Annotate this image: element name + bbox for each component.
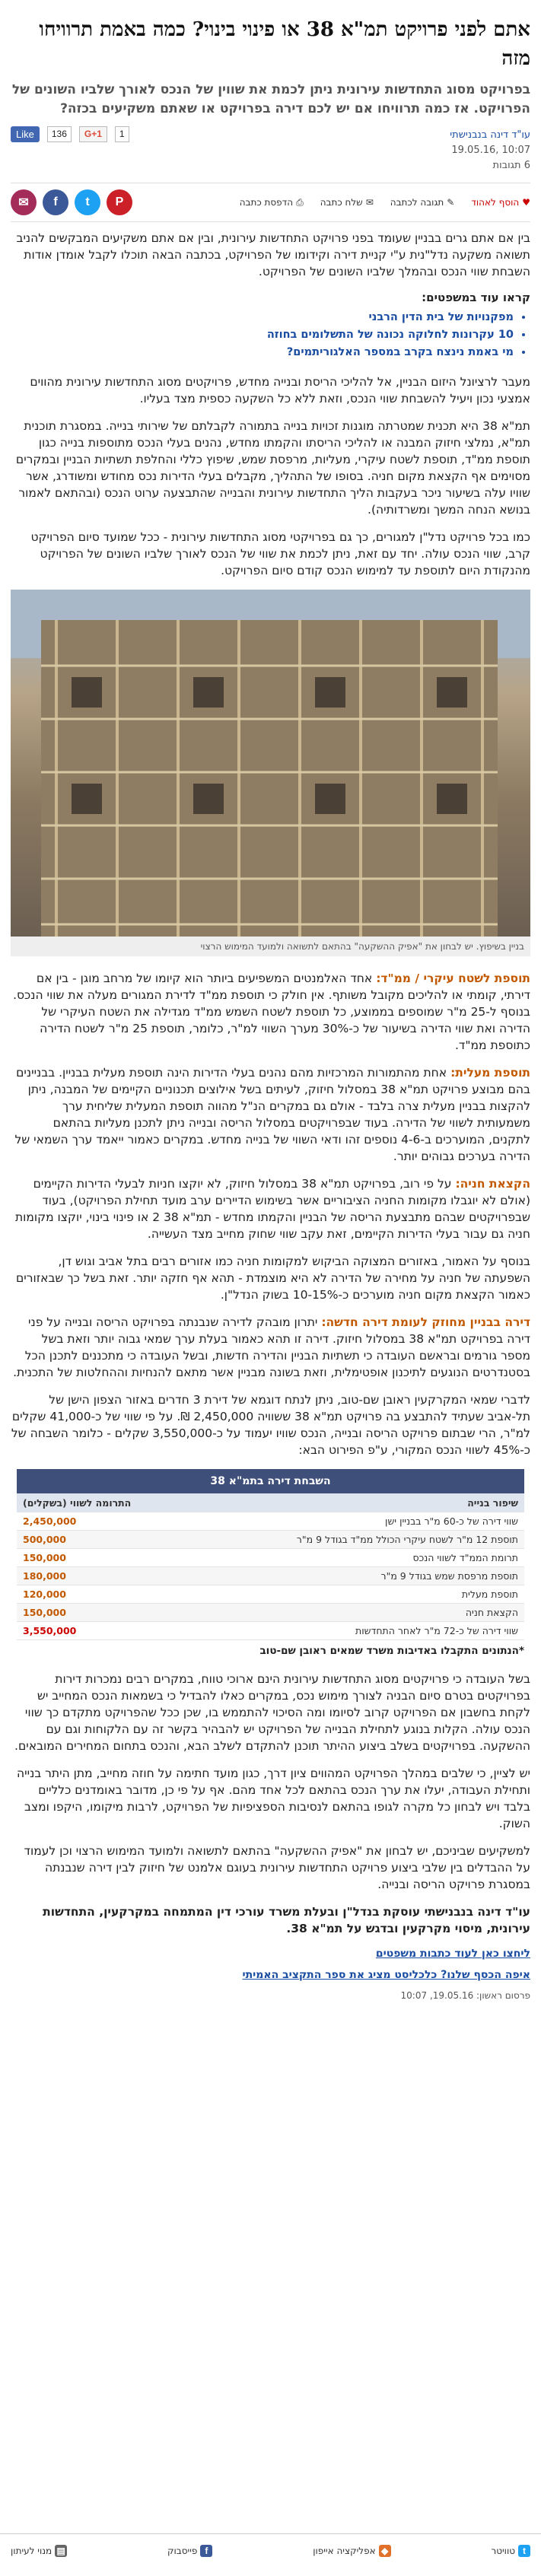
paragraph-urban-renewal: מעבר לרציונל היזום הבניין, אל להליכי הריסת ובנייה מחדש, פרויקטים מסוג התחדשות עירונית מהווים אמצעי נכון ויעיל להשבחת שווי הנכס, וזאת ללא כל השקעה כספית מצד בעליו. xyxy=(30,375,530,405)
footer-label: אפליקציה אייפון xyxy=(313,2546,376,2556)
pinterest-icon[interactable]: P xyxy=(107,189,132,215)
table-cell-item: שווי דירה של כ-60 מ"ר בבניין ישן xyxy=(189,1512,524,1531)
table-cell-value: 150,000 xyxy=(17,1549,189,1567)
building-photo xyxy=(11,590,530,937)
table-cell-item: תוספת מרפסת שמש בגודל 9 מ"ר xyxy=(189,1567,524,1585)
article-toolbar xyxy=(11,183,530,222)
footer-bar xyxy=(0,2533,541,2557)
footer-twitter[interactable] xyxy=(491,2545,530,2557)
paragraph-text: יתרון מובהק לדירה שנבנתה בפרויקט הריסה ובנייה על פני דירה בפרויקט תמ"א 38 במסלול חיזוק. דירה זו תהא כאמור בעלת ערך שמאי גבוה יותר וזאת בשל מספר גורמים ובראשם העובדה כי תשתיות הבניין והדירה חדשות, ובשל העובדה כי מתכננים לתכנן הכל בסטנדרטים הנוגעים לתיכנון אופטימלית, וזאת בשונה מבניין אשר מתאם להנחיות וההחלטות של התכנית. xyxy=(13,1315,530,1379)
author-note: עו"ד דינה בנבנישתי עוסקת בנדל"ן ובעלת משרד עורכי דין המתמחה במקרקעין, התחדשות עירונית, מיסוי מקרקעין ובדגש על תמ"א 38. xyxy=(43,1905,530,1935)
article-tools xyxy=(240,197,530,208)
heart-icon: ♥ xyxy=(522,197,530,208)
table-row xyxy=(17,1549,524,1567)
table-cell-value: 3,550,000 xyxy=(17,1622,189,1640)
author-name[interactable]: עו"ד דינה בנבנישתי xyxy=(450,129,530,141)
table-cell-value: 500,000 xyxy=(17,1531,189,1549)
gplus-count: 1 xyxy=(115,126,129,142)
mail-icon[interactable]: ✉ xyxy=(11,189,37,215)
table-cell-item: הקצאת חניה xyxy=(189,1604,524,1622)
table-cell-item: תרומת הממ"ד לשווי הנכס xyxy=(189,1549,524,1567)
article-meta xyxy=(450,128,530,173)
table-row xyxy=(17,1567,524,1585)
subheading: דירה בבניין מחוזק לעומת דירה חדשה: xyxy=(321,1315,530,1329)
read-more-link[interactable]: מפקנויות של בית הדין הרבני xyxy=(368,311,514,323)
respond-label: תגובה לכתבה xyxy=(390,197,444,208)
send-article-button[interactable] xyxy=(320,197,374,208)
appreciation-table xyxy=(17,1469,524,1640)
print-label: הדפסת כתבה xyxy=(239,197,294,208)
paragraph-value-stages: כמו בכל פרויקט נדל"ן למגורים, כך גם בפרויקטי מסוג התחדשות עירונית - ככל שמועד סיום הפרויקט קרב, שווי הנכס עולה. יחד עם זאת, ניתן לכמת את שווי של הנכס לאורך שלביו השונים של הפרויקט מהנקודת היום לתוספת עד למימוש הנכס קודם סיום הפרויקט. xyxy=(30,530,530,577)
table-row xyxy=(17,1585,524,1604)
table-cell-value: 180,000 xyxy=(17,1567,189,1585)
read-more-list xyxy=(11,309,530,361)
table-cell-item: תוספת 12 מ"ר לשטח עיקרי הכולל ממ"ד בגודל 9 מ"ר xyxy=(189,1531,524,1549)
paragraph-main-area xyxy=(11,970,530,1054)
send-label: שלח כתבה xyxy=(320,197,363,208)
social-bar xyxy=(11,126,530,173)
subheading: תוספת לשטח עיקרי / ממ"ד: xyxy=(376,972,530,985)
footer-subscribe[interactable] xyxy=(11,2545,67,2557)
table-row xyxy=(17,1512,524,1531)
paragraph-investors: למשקיעים שביניכם, יש לבחון את "אפיק ההשקעה" בהתאם לתשואה ולמועד המימוש הרצוי וכן לעמוד על ההבדלים בין שלבי ביצוע פרויקט התחדשות עירונית בעוגם אלמנט של חיזוק לבין דירה שנבנתה במסגרת פרויקט הריסה ובנייה. xyxy=(24,1844,530,1891)
responses-count[interactable]: 6 תגובות xyxy=(492,160,530,171)
paragraph-example: לדברי שמאי המקרקעין ראובן שם-טוב, ניתן לנתח דוגמא של דירת 3 חדרים באזור הצפון הישן של תל-אביב שעתיד להתבצע בה פרויקט תמ"א 38 ששוויה 2,450,000 ₪. על פי שווי של כ-41,000 שקלים למ"ר, הרי שבתום פרויקט הריסה ובנייה, הנכס שוויו יעמוד על כ-3,550,000 שקלים - כלומר השבחה של כ-45% לשווי הנכס המקורי, ע"פ הפירוט הבא: xyxy=(11,1393,530,1457)
read-more-link[interactable]: 10 עקרונות לחלוקה נכונה של התשלומים בחוזה xyxy=(266,329,514,341)
table-row xyxy=(17,1604,524,1622)
print-button[interactable] xyxy=(240,197,304,208)
paragraph-new-vs-reinforced xyxy=(11,1314,530,1381)
paragraph-long-term: בשל העובדה כי פרויקטים מסוג התחדשות עירונית הינם ארוכי טווח, במקרים רבים נמכרות דירות בפרויקטים בטרם סיום הבניה לצורך מימוש נכס, במקרים כאלו להבדיל כי בשמאות הנכס המחייב יש לקחת בחשבון אם הפרויקט קרוב לסיומו ומה הסיכוי להתממש בו, שכן ככל שהפרויקט מתקדם כך שווי הנכס עולה. הקלות בנוגע לתחילת הבנייה של הפרויקט יש להבהיר בקשר זה עם הלקוחות וגם עם ההשקעה. בפרויקטים בשלב ביצוע ההיתר תוכנן להתקדם לשלב הבא, והנכס בתחום המחירים המובאים. xyxy=(14,1672,530,1753)
table-title: השבחת דירה בתמ"א 38 xyxy=(17,1469,524,1493)
read-more-item[interactable] xyxy=(11,326,514,344)
article-title: אתם לפני פרויקט תמ"א 38 או פינוי בינוי? כמה באמת תרוויחו מזה xyxy=(39,18,530,70)
read-more-item[interactable] xyxy=(11,344,514,361)
table-cell-value: 120,000 xyxy=(17,1585,189,1604)
paragraph-text: על פי רוב, בפרויקט תמ"א 38 במסלול חיזוק, לא יוקצו חניות לבעלי הדירות הקיימים (אולם לא יוגבלו מקומות החניה הציבוריים אשר בשימוש הדיירים ערב מועד תחילת הפרויקט), בעוד שבפרויקטים שבהם מתבצעת הריסה של הבניין והקמתו מחדש - תמ"א 38 2 או פינוי בינוי, יוקצו מקומות חניה גם עבור בעלי הדירות הקיימים, זאת עקב שווי שחוק מחייב מצד העשייה. xyxy=(14,1177,530,1241)
footer-iphone-app[interactable] xyxy=(313,2545,390,2557)
article-lead: בפרויקט מסוג התחדשות עירונית ניתן לכמת את שווין של הנכס לאורך שלביו השונים של הפרויקט. אז כמה תרוויחו אם יש לכם דירה בפרויקט או שאתם משקיעים בכזה? xyxy=(11,82,530,116)
paragraph-text: אחת מהתמורות המרכזיות מהם נהנים בעלי הדירות הינה תוספת מעלית בבניין. בבניינים בהם מבוצע פרויקט תמ"א 38 במסלול חיזוק, לעיתים בשל אילוצים תכנוניים הקיימים של המבנה, ניתן להקצות בבניין מעלית צרה בלבד - אולם גם במקרים הנ"ל מהווה תוספת המעלית שליחית ערך משמעותית לשווי של הדירה. בעוד שבפרויקטים במסלול הריסה ובנייה ניתן לתכנן מעליות בהתאם לתקנים, המוערכים ב-4-6 נוספים זהו ודאי השווי של בנייה מחדש. במקרים כאמור ייאמד ערך השמאי של הדירה בערכים גבוהים יותר. xyxy=(14,1066,530,1163)
share-buttons xyxy=(11,126,129,142)
paragraph-tama38: תמ"א 38 היא תכנית שמטרתה מוגנות זכויות בנייה בתמורה לקבלתם של שירותי בנייה. במסגרת תוכנית תמ"א, נמלצי חיזוק המבנה או להליכי הריסתו והקמתו מחדש, נהנים בעלי הנכס מתוספות בנייה כגון תוספת ממ"ד, תוספת לשטח עיקרי, מעליות, מרפסת שמש, שיפוץ כללי והחלפת תשתיות הבניין ובמקרים מסוימים אף הקצאת מקום חניה. בסופו של התהליך, מקבלים בעלי הדירות נכס מחודש ומשודרג, אשר שוויו עלה בשיעור ניכר בעקבות הליך התחדשות עירונית והבנייה שהתבצעה ערוט הנכס (ובהתאם לאמור בנושא הנחה המשך ומשרדותיה). xyxy=(15,419,530,517)
table-cell-item: שווי דירה של כ-72 מ"ר לאחר התחדשות xyxy=(189,1622,524,1640)
footer-label: פייסבוק xyxy=(167,2546,198,2556)
share-icons xyxy=(11,189,132,215)
paragraph-elevator xyxy=(11,1064,530,1165)
scaffolding-image xyxy=(11,590,530,937)
subheading: הקצאת חניה: xyxy=(455,1177,530,1191)
paragraph-parking-demand: בנוסף על האמור, באזורים המצוקה הביקוש למקומות חניה כמו אזורים רבים בתל אביב וגוש דן, השפעתה של חניה על מחירה של הדירה לא היא מוצמדת - תהא אף חזקה יותר. זאת בשל כך שבאזורים כאמור הקצאת מקום חניה מוערכים כ-10-15% בשוק הנדל"ן. xyxy=(16,1255,530,1302)
table-row xyxy=(17,1622,524,1640)
facebook-icon[interactable]: f xyxy=(43,189,68,215)
paragraph-parking xyxy=(11,1175,530,1242)
printer-icon: ⎙ xyxy=(296,196,304,208)
apple-icon: ◆ xyxy=(379,2545,391,2557)
twitter-icon: t xyxy=(518,2545,530,2557)
respond-button[interactable] xyxy=(390,197,455,208)
column-header-value: התרומה לשווי (בשקלים) xyxy=(17,1493,189,1512)
twitter-icon[interactable]: t xyxy=(75,189,100,215)
like-label: Like xyxy=(16,129,34,140)
table-cell-value: 2,450,000 xyxy=(17,1512,189,1531)
comment-icon: ✎ xyxy=(447,197,455,208)
gplus-button[interactable]: G+1 xyxy=(79,126,107,142)
publish-datetime: 10:07 ,19.05.16 xyxy=(451,145,530,156)
like-count: 136 xyxy=(47,126,72,142)
budget-link[interactable]: איפה הכסף שלנו? כלכליסט מציג את ספר התקציב האמיתי xyxy=(242,1969,530,1981)
more-articles-link[interactable]: ליחצו כאן לעוד כתבות משפטים xyxy=(375,1948,530,1960)
value-table xyxy=(17,1469,524,1640)
favorite-button[interactable] xyxy=(471,197,530,208)
read-more-item[interactable] xyxy=(11,309,514,326)
facebook-like-button[interactable] xyxy=(11,126,40,142)
paragraph-intro: בין אם אתם גרים בבניין שעומד בפני פרויקט התחדשות עירונית, ובין אם אתם משקיעים המבקשים להניב תשואה משקעה נדל"נית ע"י קניית דירה וקידומו של הפרויקט, בכתבה הבאה תוכלו לקבל אומדן אודות השבחת שווי הנכס ובהמלך שלביו השונים של הפרויקט. xyxy=(16,231,530,278)
facebook-icon: f xyxy=(200,2545,212,2557)
subheading: תוספת מעלית: xyxy=(450,1066,530,1080)
read-more-title: קראו עוד במשפטים: xyxy=(422,291,530,304)
footer-label: מנוי לעיתון xyxy=(11,2546,53,2556)
favorite-label: הוסף לאהוד xyxy=(471,197,520,208)
table-cell-value: 150,000 xyxy=(17,1604,189,1622)
read-more-link[interactable]: מי באמת נינצח בקרב במספר האלגוריתמים? xyxy=(286,346,514,358)
table-row xyxy=(17,1531,524,1549)
footer-facebook[interactable] xyxy=(167,2545,212,2557)
photo-caption: בניין בשיפוץ. יש לבחון את "אפיק ההשקעה" בהתאם לתשואה ולמועד המימוש הרצוי xyxy=(11,937,530,956)
envelope-icon: ✉ xyxy=(365,197,374,208)
footer-label: טוויטר xyxy=(491,2546,515,2556)
newspaper-icon: ▤ xyxy=(55,2545,67,2557)
first-publish: פרסום ראשון: 19.05.16, 10:07 xyxy=(400,1990,530,2001)
paragraph-text: אחד האלמנטים המשפיעים ביותר הוא קיומו של מרחב מוגן - בין אם דירתי, קומתי או להליכים מקובל משותף. אין חולק כי תוספת ממ"ד לדירת המגורים מעלה את שווי הנכס. בנוסף ל-25 מ"ר שמוספים בממוצע, כל תוספת לשטח השמש ממ"ד מגדילה את השטח העיקרי של הדירה ואת שווי הדירה בשיעור של כ-30% מערך השווי למ"ר, כלומר, תוספת 25 מ"ר לשטח הדירה כתוספת ממ"ד. xyxy=(13,972,530,1052)
column-header-item: שיפור בנייה xyxy=(189,1493,524,1512)
paragraph-milestones: יש לציין, כי שלבים במהלך הפרויקט המהווים ציון דרך, כגון מועד חתימה על חוזה מחייב, מתן היתר בנייה ותחילת העבודה, יעלו את ערך הנכס בהתאם לכל אחד מהם. אף על פי כן, מדובר באומדנים כלליים בלבד ויש לבחון כל מקרה לגופו בהתאם לנסיבות הספציפיות של הפרויקט, לרבות מיקומו, היקפו ומצב השוק. xyxy=(17,1767,530,1830)
table-cell-item: תוספת מעלית xyxy=(189,1585,524,1604)
table-note: *הנתונים התקבלו באדיבות משרד שמאים ראובן שם-טוב xyxy=(259,1645,524,1657)
